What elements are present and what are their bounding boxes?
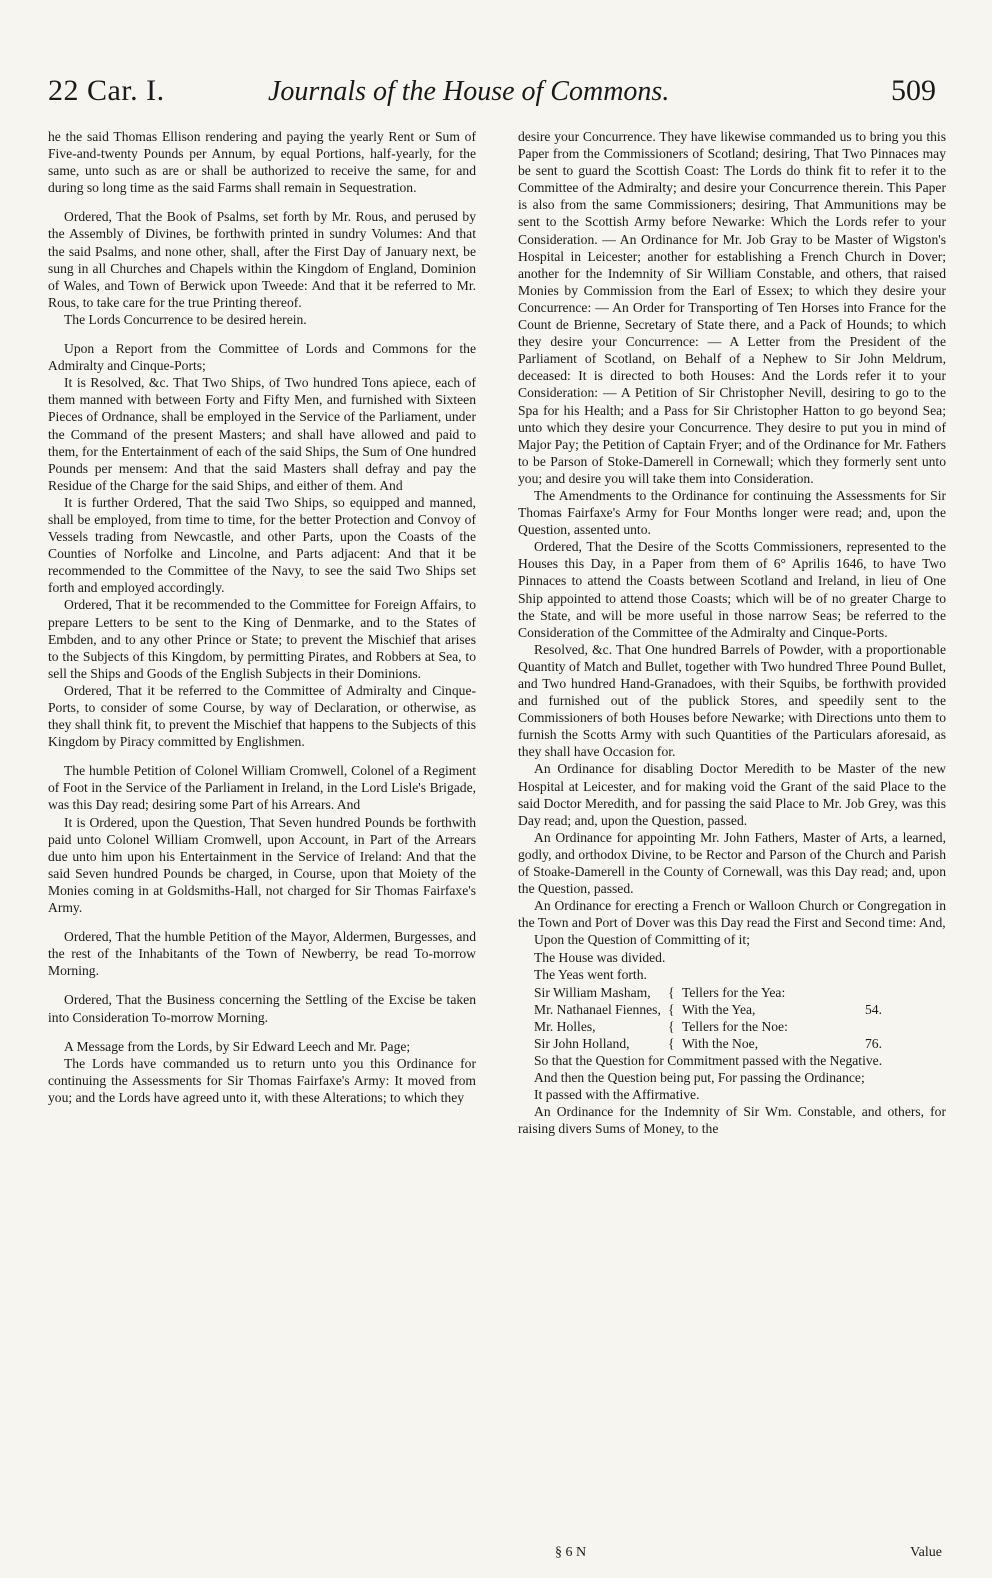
paragraph: So that the Question for Commitment passed with the Negative. xyxy=(534,1053,883,1069)
paragraph: The Lords have commanded us to return unto you this Ordinance for continuing the Assessments for Sir Thomas Fairfaxe's Army: It moved from you; and the Lords have agreed unto it, with these Alterations; to which they xyxy=(48,1055,476,1105)
vote-count xyxy=(852,1018,882,1035)
page-number: 509 xyxy=(891,74,936,107)
paragraph: A Message from the Lords, by Sir Edward Leech and Mr. Page; xyxy=(64,1038,411,1054)
paragraph: The Lords Concurrence to be desired herein. xyxy=(64,311,307,327)
paragraph: Ordered, That the Desire of the Scotts Commissioners, represented to the Houses this Day, in a Paper from them of 6° Aprilis 1646, to have Two Pinnaces to attend the Coasts between Scotland and Ireland, in lieu of One Ship appointed to attend those Coasts; which will be of no greater Charge to the State, and will be more useful in those narrow Seas; be referred to the Consideration of the Committee of the Admiralty and Cinque-Ports. xyxy=(518,539,946,640)
paragraph: he the said Thomas Ellison rendering and paying the yearly Rent or Sum of Five-and-twenty Pounds per Annum, by equal Portions, half-yearly, for the same, unto such as are or shall be authorized to receive the same, for and during so long time as the said Farms shall remain in Sequestration. xyxy=(48,129,476,196)
paragraph: It is Ordered, upon the Question, That Seven hundred Pounds be forthwith paid unto Colonel William Cromwell, upon Account, in Part of the Arrears due unto him upon his Entertainment in the Service of Ireland: And that the said Seven hundred Pounds be charged, in Course, upon that Moiety of the Monies coming in at Goldsmiths-Hall, not charged for Sir Thomas Fairfaxe's Army. xyxy=(48,814,476,916)
teller-role: With the Noe, xyxy=(682,1035,759,1051)
paragraph: desire your Concurrence. They have likewise commanded us to bring you this Paper from the Commissioners of Scotland; desiring, That Two Pinnaces may be sent to guard the Scottish Coast: The Lords do think fit to refer it to the Committee of the Admiralty; and desire your Concurrence therein. This Paper is also from the same Commissioners; desiring, That Ammunitions may be sent to the Scottish Army before Newarke: Which the Lords refer to your Consideration. — An Ordinance for Mr. Job Gray to be Master of Wigston's Hospital in Leicester; another for establishing a French Church in Dover; another for the Indemnity of Sir William Constable, and others, that raised Monies by Commission from the Earl of Essex; to which they desire your Concurrence: — An Order for Transporting of Ten Horses into France for the Count de Brienne, Secretary of State there, and a Pack of Hounds; to which they desire your Concurrence: — A Letter from the President of the Parliament of Scotland, on Behalf of a Nephew to Sir John Meldrum, deceased: It is directed to both Houses: And the Lords refer it to your Consideration: — A Petition of Sir Christopher Nevill, desiring to go to the Spa for his Health; and a Pass for Sir Christopher Hatton to go beyond Sea; unto which they desire your Concurrence. They desire to put you in mind of Major Pay; the Petition of Captain Fryer; and of the Ordinance for Mr. Fathers to be Parson of Stoke-Damerell in Cornewall; which they formerly sent unto you; and desire you will take them into Consideration. xyxy=(518,129,946,486)
division-tellers xyxy=(518,984,946,1052)
paragraph: The Amendments to the Ordinance for continuing the Assessments for Sir Thomas Fairfaxe's Army for Four Months longer were read; and, upon the Question, assented unto. xyxy=(518,487,946,538)
teller-row xyxy=(518,984,946,1001)
teller-role: With the Yea, xyxy=(682,1001,756,1017)
paragraph: Upon the Question of Committing of it; xyxy=(534,932,750,948)
teller-name: Sir William Masham, xyxy=(534,984,651,1000)
brace: { xyxy=(668,1001,675,1017)
paragraph: The House was divided. xyxy=(534,949,666,965)
right-column xyxy=(518,128,946,1138)
teller-row xyxy=(518,1018,946,1035)
teller-role: Tellers for the Yea: xyxy=(682,984,786,1000)
teller-name: Sir John Holland, xyxy=(534,1035,630,1051)
paragraph: It passed with the Affirmative. xyxy=(534,1087,700,1103)
vote-count xyxy=(852,984,882,1001)
paragraph: An Ordinance for appointing Mr. John Fathers, Master of Arts, a learned, godly, and orthodox Divine, to be Rector and Parson of the Church and Parish of Stoake-Damerell in the County of Cornewall, was this Day read; and, upon the Question, passed. xyxy=(518,829,946,897)
brace: { xyxy=(668,984,675,1000)
teller-row xyxy=(518,1035,946,1052)
paragraph: An Ordinance for disabling Doctor Meredith to be Master of the new Hospital at Leicester, and for making void the Grant of the said Place to the said Doctor Meredith, and for passing the said Place to Mr. Job Grey, was this Day read; and, upon the Question, passed. xyxy=(518,761,946,828)
paragraph: The Yeas went forth. xyxy=(534,966,647,982)
paragraph: The humble Petition of Colonel William Cromwell, Colonel of a Regiment of Foot in the Service of the Parliament in Ireland, in the Lord Lisle's Brigade, was this Day read; desiring some Part of his Arrears. And xyxy=(48,763,476,813)
paragraph: It is Resolved, &c. That Two Ships, of Two hundred Tons apiece, each of them manned with between Forty and Fifty Men, and furnished with Sixteen Pieces of Ordnance, shall be employed in the Service of the Parliament, under the Command of the present Masters; and shall have allowed and paid to them, for the Entertainment of each of the said Ships, the Sum of One hundred Pounds per mensem: And that the said Masters shall defray and pay the Residue of the Charge for the said Ships, and either of them. And xyxy=(48,375,476,493)
regnal-year: 22 Car. I. xyxy=(48,74,165,107)
catchword: Value xyxy=(910,1545,942,1560)
paragraph: Ordered, That the Book of Psalms, set forth by Mr. Rous, and perused by the Assembly of Divines, be forthwith printed in sundry Volumes: And that the said Psalms, and none other, shall, after the First Day of January next, be sung in all Churches and Chapels within the Kingdom of England, Dominion of Wales, and Town of Berwick upon Tweede: And that it be referred to Mr. Rous, to take care for the true Printing thereof. xyxy=(48,209,476,310)
paragraph: Ordered, That the humble Petition of the Mayor, Aldermen, Burgesses, and the rest of the Inhabitants of the Town of Newberry, be read To-morrow Morning. xyxy=(48,929,476,979)
signature-mark: § 6 N xyxy=(555,1545,587,1560)
teller-role: Tellers for the Noe: xyxy=(682,1018,788,1034)
paragraph: Upon a Report from the Committee of Lords and Commons for the Admiralty and Cinque-Ports; xyxy=(48,341,476,374)
teller-row xyxy=(518,1001,946,1018)
teller-name: Mr. Holles, xyxy=(534,1018,596,1034)
left-column xyxy=(48,128,476,1138)
vote-count: 54. xyxy=(865,1001,882,1017)
paragraph: And then the Question being put, For passing the Ordinance; xyxy=(534,1070,865,1086)
page-header xyxy=(48,70,944,110)
paragraph: An Ordinance for erecting a French or Walloon Church or Congregation in the Town and Port of Dover was this Day read the First and Second time: And, xyxy=(518,898,946,931)
paragraph: An Ordinance for the Indemnity of Sir Wm. Constable, and others, for raising divers Sums of Money, to the xyxy=(518,1104,946,1137)
text-columns xyxy=(48,128,946,1138)
teller-name: Mr. Nathanael Fiennes, xyxy=(534,1001,661,1017)
running-title: Journals of the House of Commons. xyxy=(268,76,670,107)
paragraph: Ordered, That the Business concerning the Settling of the Excise be taken into Consideration To-morrow Morning. xyxy=(48,992,476,1025)
paragraph: Ordered, That it be recommended to the Committee for Foreign Affairs, to prepare Letters to be sent to the King of Denmarke, and to the States of Embden, and to any other Prince or State; to prevent the Mischief that arises to the Subjects of this Kingdom, by permitting Pirates, and Robbers at Sea, to sell the Ships and Goods of the English Subjects in their Dominions. xyxy=(48,597,476,681)
paragraph: Resolved, &c. That One hundred Barrels of Powder, with a proportionable Quantity of Match and Bullet, together with Two hundred Three Pound Bullet, and Two hundred Hand-Granadoes, with their Squibs, be forthwith provided and furnished out of the publick Stores, and speedily sent to the Commissioners of both Houses before Newarke; with Directions unto them to furnish the Scotts Army with such Quantities of the Particulars aforesaid, as they shall have Occasion for. xyxy=(518,641,946,760)
paragraph: Ordered, That it be referred to the Committee of Admiralty and Cinque-Ports, to consider of some Course, by way of Declaration, or otherwise, as they shall think fit, to prevent the Mischief that happens to the Subjects of this Kingdom by Piracy committed by Englishmen. xyxy=(48,682,476,750)
paragraph: It is further Ordered, That the said Two Ships, so equipped and manned, shall be employed, from time to time, for the better Protection and Convoy of Vessels trading from Newcastle, and other Parts, upon the Coasts of the Counties of Norfolke and Lincolne, and Parts adjacent: And that it be recommended to the Committee of the Navy, to see the said Two Ships set forth and employed accordingly. xyxy=(48,494,476,596)
brace: { xyxy=(668,1018,675,1034)
brace: { xyxy=(668,1035,675,1051)
vote-count: 76. xyxy=(865,1035,882,1051)
